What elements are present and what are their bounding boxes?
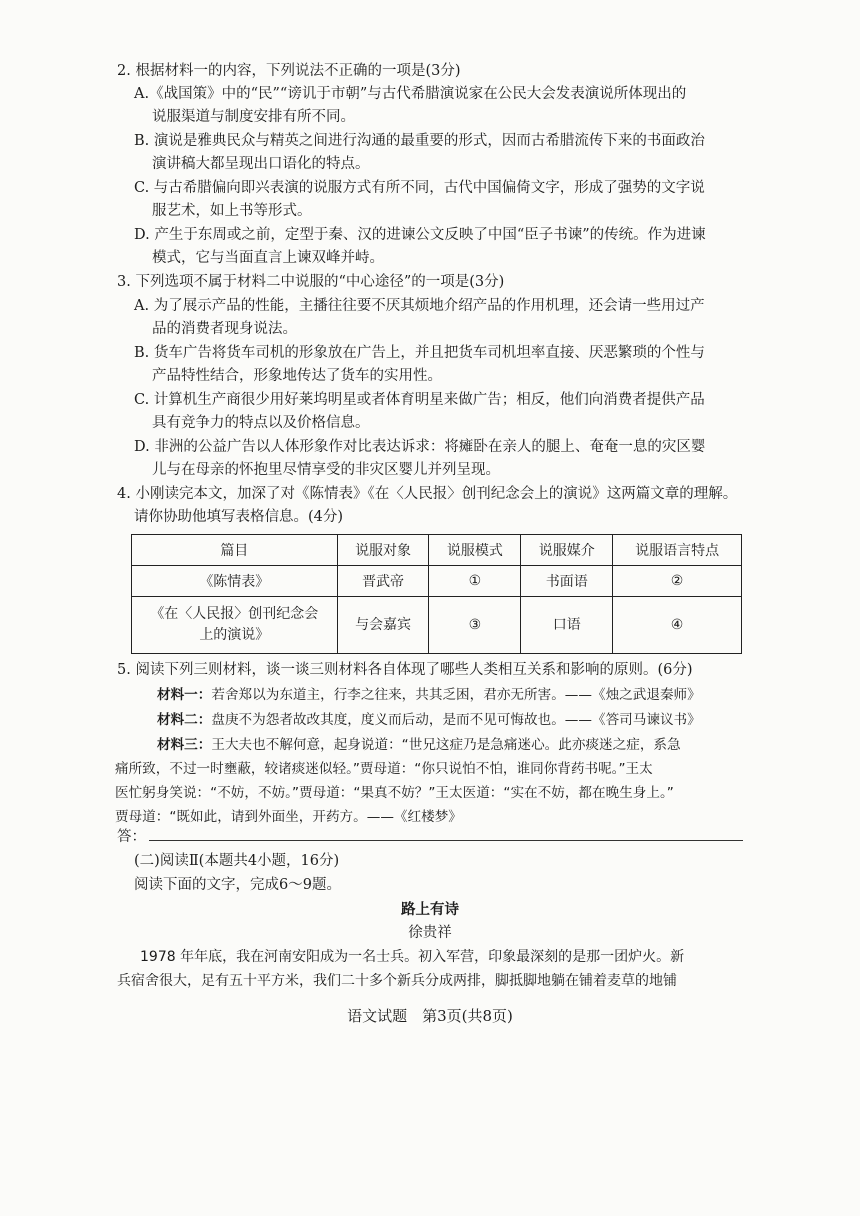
q5-material-1 (157, 684, 701, 706)
q5-stem: 5. 阅读下列三则材料，谈一谈三则材料各自体现了哪些人类相互关系和影响的原则。(6分) (117, 662, 693, 678)
table-header: 说服语言特点 (613, 535, 742, 566)
q3-stem: 3. 下列选项不属于材料二中说服的“中心途径”的一项是(3分) (117, 274, 505, 290)
q5-material-3-cont: 医忙躬身笑说：“不妨，不妨。”贾母道：“果真不妨？”王太医道：“实在不妨，都在晚生身上。” (115, 785, 674, 801)
table-cell-line: 《在〈人民报〉创刊纪念会 (150, 606, 319, 622)
q5-material-3 (157, 734, 681, 756)
q3-option-c-cont: 具有竞争力的特点以及价格信息。 (152, 415, 370, 431)
article-paragraph: 1978 年年底，我在河南安阳成为一名士兵。初入军营，印象最深刻的是那一团炉火。新 (140, 949, 685, 965)
section-instruction: 阅读下面的文字，完成6～9题。 (134, 877, 341, 893)
table-header: 说服媒介 (521, 535, 613, 566)
q4-stem-cont: 请你协助他填写表格信息。(4分) (134, 509, 344, 525)
table-header: 说服对象 (337, 535, 429, 566)
table-cell: 《陈情表》 (132, 566, 338, 597)
q3-option-a: A. 为了展示产品的性能，主播往往要不厌其烦地介绍产品的作用机理，还会请一些用过产 (134, 298, 705, 314)
table-header-row (132, 535, 742, 566)
q2-option-b-cont: 演讲稿大都呈现出口语化的特点。 (152, 156, 370, 172)
q4-stem: 4. 小刚读完本文，加深了对《陈情表》《在〈人民报〉创刊纪念会上的演说》这两篇文章的理解。 (117, 486, 738, 502)
table-row (132, 597, 742, 654)
article-title: 路上有诗 (401, 902, 459, 918)
table-cell: ④ (613, 597, 742, 654)
q2-option-c-cont: 服艺术，如上书等形式。 (152, 203, 312, 219)
q2-option-d: D. 产生于东周或之前，定型于秦、汉的进谏公文反映了中国“臣子书谏”的传统。作为进谏 (134, 227, 706, 243)
q4-table (131, 534, 742, 654)
section-heading: (二)阅读Ⅱ(本题共4小题，16分) (134, 853, 340, 869)
table-cell (132, 597, 338, 654)
q2-option-a-cont: 说服渠道与制度安排有所不同。 (152, 109, 355, 125)
table-header: 说服模式 (429, 535, 521, 566)
answer-line (149, 840, 743, 841)
material-label: 材料一： (157, 687, 212, 703)
page-footer: 语文试题 第3页(共8页) (347, 1007, 513, 1025)
q5-material-3-cont: 贾母道：“既如此，请到外面坐，开药方。——《红楼梦》 (115, 809, 462, 825)
table-cell-line: 上的演说》 (199, 627, 270, 643)
table-header: 篇目 (132, 535, 338, 566)
q3-option-b: B. 货车广告将货车司机的形象放在广告上，并且把货车司机坦率直接、厌恶繁琐的个性与 (134, 345, 705, 361)
table-cell: ③ (429, 597, 521, 654)
article-author: 徐贵祥 (408, 925, 452, 941)
q3-option-a-cont: 品的消费者现身说法。 (152, 321, 297, 337)
q2-option-d-cont: 模式，它与当面直言上谏双峰并峙。 (152, 250, 384, 266)
q2-option-c: C. 与古希腊偏向即兴表演的说服方式有所不同，古代中国偏倚文字，形成了强势的文字说 (134, 180, 705, 196)
table-cell: 与会嘉宾 (337, 597, 429, 654)
material-text: 盘庚不为怨者故改其度，度义而后动，是而不见可悔故也。——《答司马谏议书》 (211, 712, 701, 728)
material-text: 王大夫也不解何意，起身说道：“世兄这症乃是急痛迷心。此亦痰迷之症，系急 (211, 737, 681, 753)
material-label: 材料二： (157, 712, 212, 728)
answer-label: 答： (117, 829, 146, 845)
table-row (132, 566, 742, 597)
table-cell: 晋武帝 (337, 566, 429, 597)
table-cell: 口语 (521, 597, 613, 654)
q5-material-3-cont: 痛所致，不过一时壅蔽，较诸痰迷似轻。”贾母道：“你只说怕不怕，谁同你背药书呢。”王太 (115, 761, 653, 777)
table-cell: ② (613, 566, 742, 597)
q2-option-b: B. 演说是雅典民众与精英之间进行沟通的最重要的形式，因而古希腊流传下来的书面政治 (134, 133, 705, 149)
q3-option-d-cont: 儿与在母亲的怀抱里尽情享受的非灾区婴儿并列呈现。 (152, 462, 500, 478)
material-label: 材料三： (157, 737, 212, 753)
q3-option-b-cont: 产品特性结合，形象地传达了货车的实用性。 (152, 368, 442, 384)
q3-option-d: D. 非洲的公益广告以人体形象作对比表达诉求：将瘫卧在亲人的腿上、奄奄一息的灾区婴 (134, 439, 706, 455)
article-paragraph-cont: 兵宿舍很大，足有五十平方米，我们二十多个新兵分成两排，脚抵脚地躺在铺着麦草的地铺 (117, 973, 677, 989)
q2-stem: 2. 根据材料一的内容，下列说法不正确的一项是(3分) (117, 63, 461, 79)
q5-material-2 (157, 709, 701, 731)
material-text: 若舍郑以为东道主，行李之往来，共其乏困，君亦无所害。——《烛之武退秦师》 (211, 687, 701, 703)
q2-option-a: A.《战国策》中的“民”“谤讥于市朝”与古代希腊演说家在公民大会发表演说所体现出的 (134, 86, 687, 102)
table-cell: ① (429, 566, 521, 597)
q3-option-c: C. 计算机生产商很少用好莱坞明星或者体育明星来做广告；相反，他们向消费者提供产品 (134, 392, 705, 408)
table-cell: 书面语 (521, 566, 613, 597)
